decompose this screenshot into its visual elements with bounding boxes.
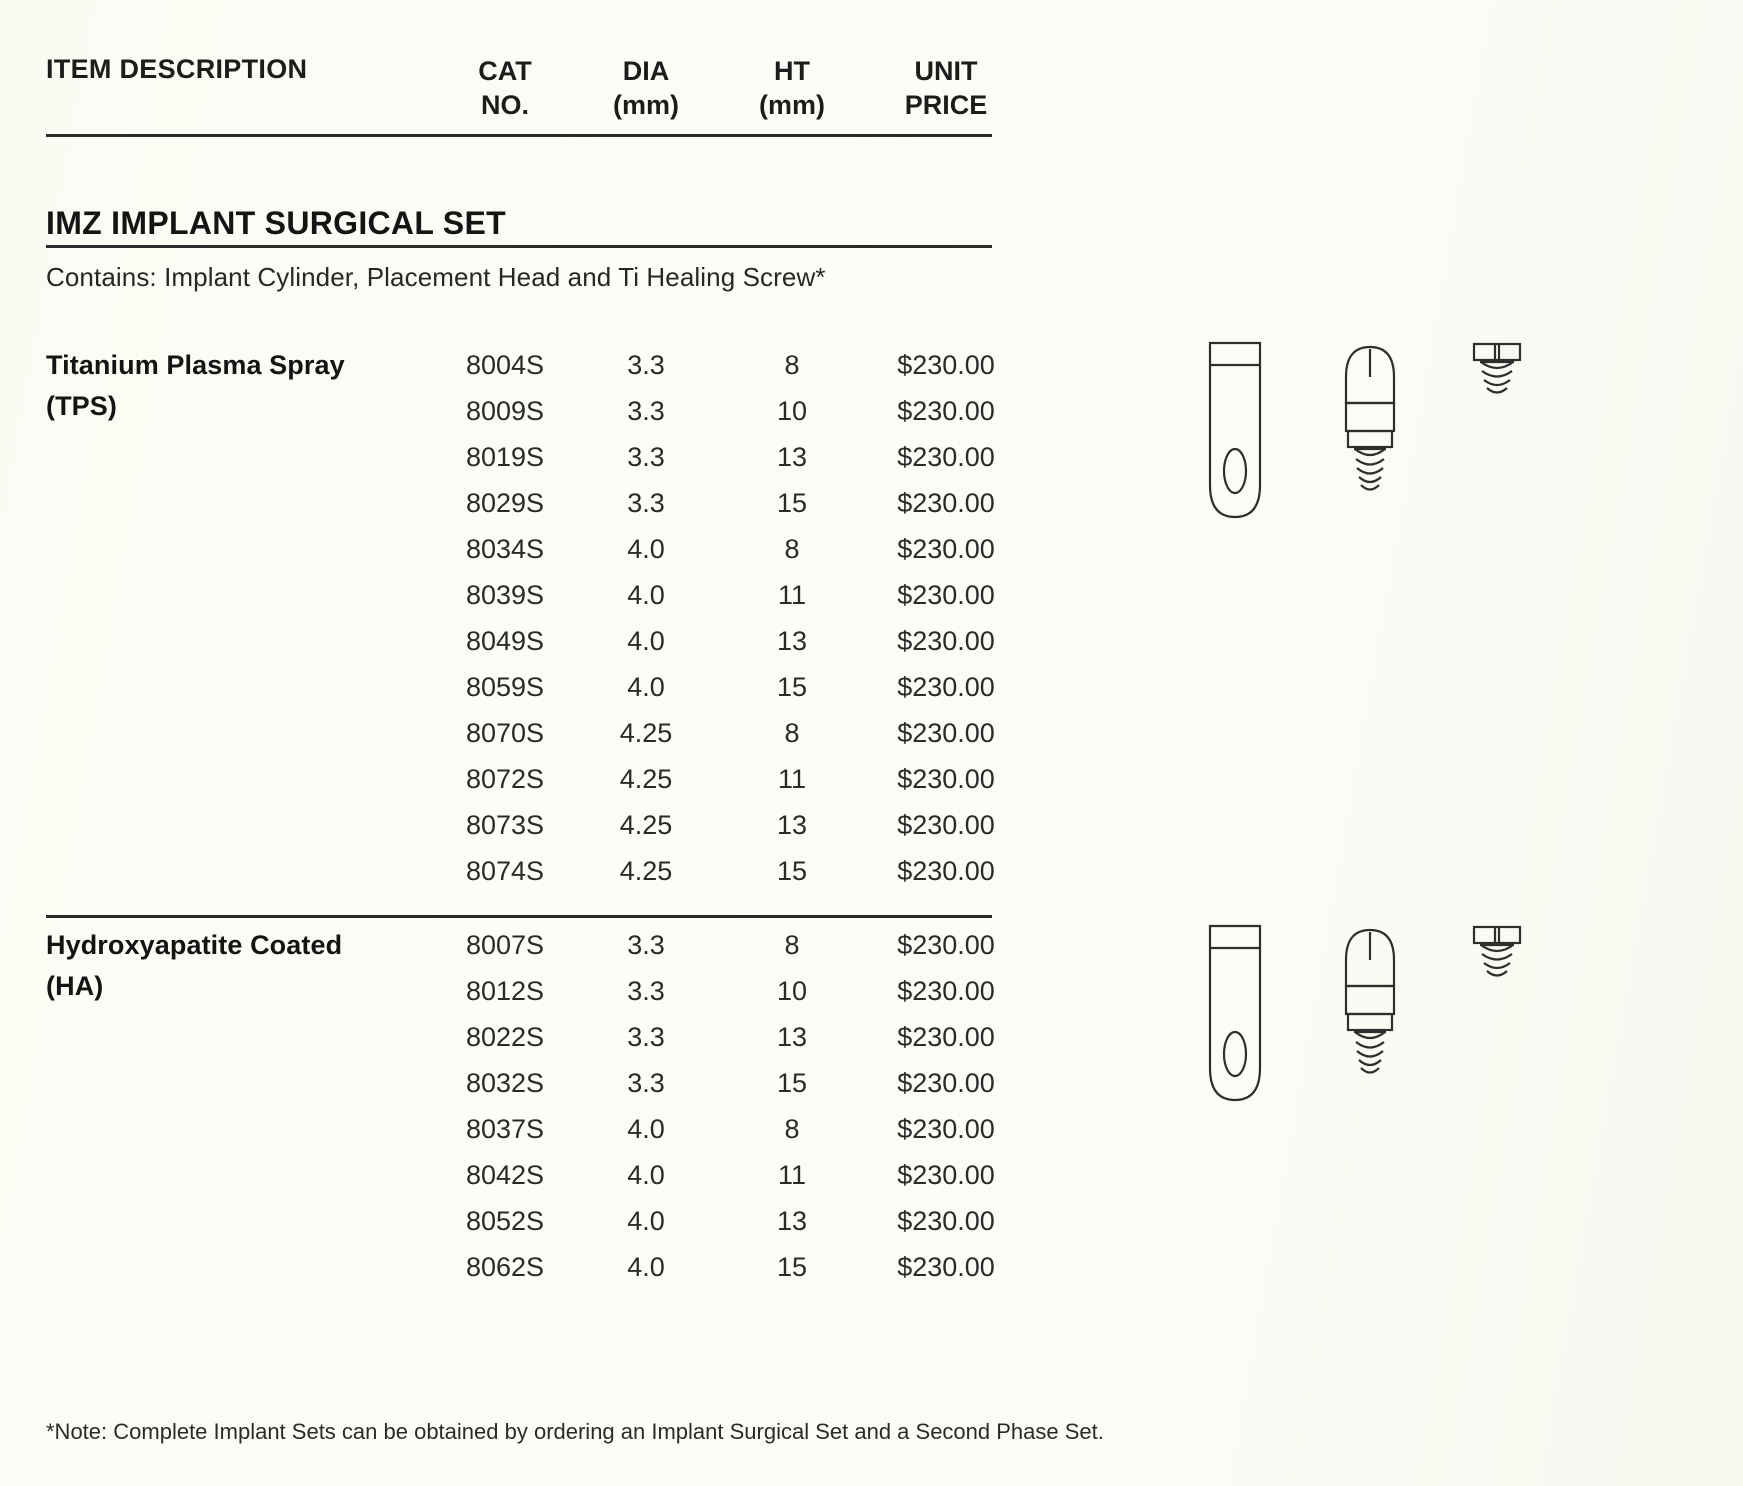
cell-cat-no: 8004S [465,350,545,380]
cell-price: $230.00 [897,930,995,960]
cell-cat-no: 8052S [465,1206,545,1236]
column-header-price-line1: UNIT [914,56,978,86]
cell-cat-no: 8074S [465,856,545,886]
implant-cylinder-tps-icon [1200,335,1270,525]
cell-ht: 8 [784,1114,800,1144]
cell-dia: 3.3 [627,488,665,518]
table-row[interactable] [0,1017,1743,1058]
table-row[interactable] [0,713,1743,754]
cell-dia: 4.0 [627,1114,665,1144]
table-row[interactable] [0,1247,1743,1288]
cell-cat-no: 8034S [465,534,545,564]
cell-dia: 4.0 [627,534,665,564]
cell-ht: 11 [777,764,807,794]
column-header-price-line2: PRICE [904,90,988,120]
cell-cat-no: 8009S [465,396,545,426]
cell-price: $230.00 [897,1022,995,1052]
cell-price: $230.00 [897,976,995,1006]
cell-price: $230.00 [897,1160,995,1190]
cell-ht: 13 [776,626,808,656]
cell-dia: 3.3 [627,930,665,960]
column-header-description: ITEM DESCRIPTION [46,54,308,84]
cell-cat-no: 8039S [465,580,545,610]
cell-price: $230.00 [897,810,995,840]
cell-cat-no: 8019S [465,442,545,472]
cell-cat-no: 8042S [465,1160,545,1190]
table-row[interactable] [0,1109,1743,1150]
cell-ht: 15 [776,1068,808,1098]
footnote-note: *Note: Complete Implant Sets can be obtained by ordering an Implant Surgical Set and a Second Phase Set. [46,1419,1104,1444]
placement-head-ha-icon [1330,920,1410,1100]
cell-price: $230.00 [897,580,995,610]
cell-dia: 3.3 [627,350,665,380]
cell-cat-no: 8007S [465,930,545,960]
cell-dia: 4.25 [619,764,673,794]
table-row[interactable] [0,851,1743,892]
cell-dia: 4.25 [619,718,673,748]
table-row[interactable] [0,575,1743,616]
cell-ht: 11 [777,1160,807,1190]
cell-cat-no: 8012S [465,976,545,1006]
cell-ht: 15 [776,488,808,518]
cell-ht: 11 [777,580,807,610]
cell-ht: 8 [784,930,800,960]
cell-price: $230.00 [897,396,995,426]
group-label-tps-line2: (TPS) [46,391,117,421]
group-divider-rule [46,915,992,918]
cell-price: $230.00 [897,626,995,656]
group-label-ha-line1: Hydroxyapatite Coated [46,930,343,960]
cell-dia: 3.3 [627,976,665,1006]
cell-dia: 4.0 [627,626,665,656]
cell-price: $230.00 [897,1252,995,1282]
cell-cat-no: 8049S [465,626,545,656]
cell-price: $230.00 [897,534,995,564]
table-row[interactable] [0,667,1743,708]
cell-price: $230.00 [897,856,995,886]
cell-dia: 4.0 [627,1160,665,1190]
column-header-unit-price [856,54,1036,122]
cell-dia: 4.0 [627,1252,665,1282]
column-header-cat-line2: NO. [480,90,529,120]
table-row[interactable] [0,483,1743,524]
cell-dia: 3.3 [627,396,665,426]
column-header-ht [712,54,872,122]
cell-dia: 3.3 [627,1022,665,1052]
cell-price: $230.00 [897,1206,995,1236]
column-header-ht-line2: (mm) [759,90,825,120]
cell-cat-no: 8032S [465,1068,545,1098]
cell-cat-no: 8037S [465,1114,545,1144]
cell-dia: 4.25 [619,856,673,886]
cell-cat-no: 8062S [465,1252,545,1282]
cell-ht: 8 [784,350,800,380]
cell-dia: 4.0 [627,672,665,702]
cell-price: $230.00 [897,1068,995,1098]
cell-price: $230.00 [897,1114,995,1144]
cell-cat-no: 8022S [465,1022,545,1052]
cell-ht: 10 [776,976,808,1006]
cell-price: $230.00 [897,350,995,380]
column-header-dia-line1: DIA [622,56,670,86]
column-header-dia [566,54,726,122]
cell-dia: 4.0 [627,580,665,610]
cell-ht: 10 [776,396,808,426]
table-row[interactable] [0,759,1743,800]
cell-ht: 8 [784,534,800,564]
table-row[interactable] [0,1155,1743,1196]
column-header-ht-line1: HT [774,56,810,86]
cell-price: $230.00 [897,488,995,518]
section-title: IMZ IMPLANT SURGICAL SET [46,205,506,241]
cell-ht: 15 [776,1252,808,1282]
cell-ht: 13 [776,1206,808,1236]
cell-price: $230.00 [897,672,995,702]
cell-dia: 3.3 [627,442,665,472]
cell-price: $230.00 [897,764,995,794]
cell-dia: 3.3 [627,1068,665,1098]
healing-screw-ha-icon [1462,919,1532,1009]
section-title-rule [46,245,992,248]
cell-price: $230.00 [897,442,995,472]
table-row[interactable] [0,437,1743,478]
cell-cat-no: 8070S [465,718,545,748]
cell-ht: 8 [784,718,800,748]
table-row[interactable] [0,529,1743,570]
cell-cat-no: 8059S [465,672,545,702]
cell-ht: 13 [776,810,808,840]
group-label-tps-line1: Titanium Plasma Spray [46,350,345,380]
placement-head-tps-icon [1330,337,1410,517]
cell-price: $230.00 [897,718,995,748]
cell-ht: 15 [776,672,808,702]
healing-screw-tps-icon [1462,336,1532,426]
cell-cat-no: 8029S [465,488,545,518]
section-contains-text: Contains: Implant Cylinder, Placement Head and Ti Healing Screw* [46,262,826,292]
cell-ht: 13 [776,1022,808,1052]
cell-cat-no: 8072S [465,764,545,794]
cell-dia: 4.0 [627,1206,665,1236]
cell-ht: 15 [776,856,808,886]
column-header-cat-line1: CAT [478,56,532,86]
header-divider-rule [46,134,992,137]
implant-cylinder-ha-icon [1200,918,1270,1108]
group-label-ha-line2: (HA) [46,971,104,1001]
cell-cat-no: 8073S [465,810,545,840]
table-row[interactable] [0,1201,1743,1242]
cell-ht: 13 [776,442,808,472]
column-header-dia-line2: (mm) [613,90,679,120]
table-row[interactable] [0,621,1743,662]
column-header-cat-no [420,54,590,122]
table-row[interactable] [0,1063,1743,1104]
table-row[interactable] [0,805,1743,846]
cell-dia: 4.25 [619,810,673,840]
